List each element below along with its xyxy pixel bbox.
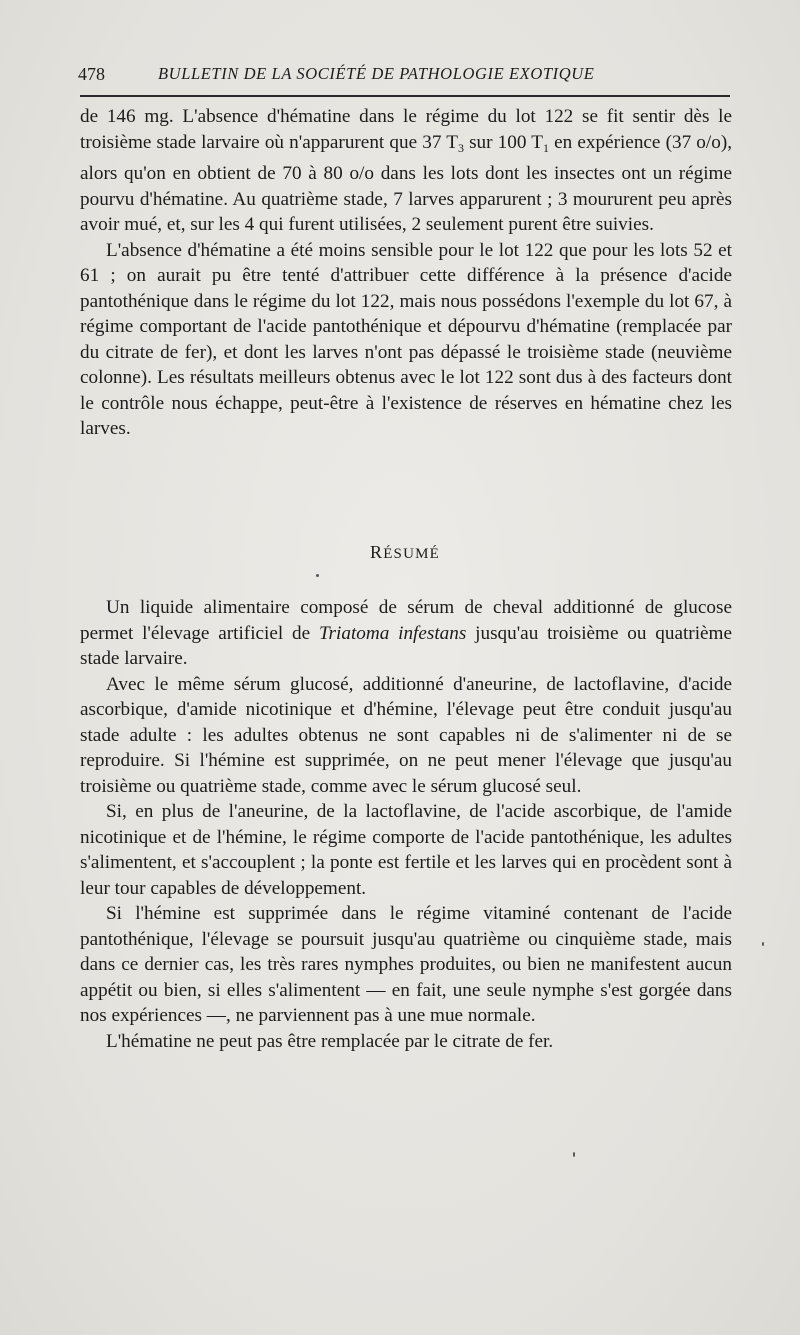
- paragraph: L'absence d'hématine a été moins sensible pour le lot 122 que pour les lots 52 et 61 ; on aurait pu être tenté d'attribuer cette différence à la présence d'acide pantothénique dans le régime du lot 122, mais nous possédons l'exemple du lot 67, à régime comportant de l'acide pantothénique et dépourvu d'hématine (remplacée par du citrate de fer), et dont les larves n'ont pas dépassé le troisième stade (neuvième colonne). Les résultats meilleurs obtenus avec le lot 122 sont dus à des facteurs dont le contrôle nous échappe, peut-être à l'existence de réserves en hématine chez les larves.: [80, 239, 732, 439]
- paragraph: [80, 595, 732, 672]
- species-name: Triatoma infestans: [318, 622, 467, 644]
- subscript: 1: [542, 140, 549, 155]
- subscript: 3: [457, 140, 464, 155]
- heading-initial: R: [369, 542, 384, 562]
- paragraph: Avec le même sérum glucosé, additionné d'aneurine, de lactoflavine, d'acide ascorbique, d'amide nicotinique et d'hémine, l'élevage peut être conduit jusqu'au stade adulte : les adultes obtenus ne sont capables ni de s'alimenter ni de se reproduire. Si l'hémine est supprimée, on ne peut mener l'élevage que jusqu'au troisième ou quatrième stade, comme avec le sérum glucosé seul.: [80, 673, 732, 797]
- body-text-section: [80, 104, 732, 442]
- section-heading-resume: [80, 542, 730, 563]
- paragraph: L'hématine ne peut pas être remplacée par le citrate de fer.: [106, 1030, 554, 1052]
- text-run: Un liquide alimentaire composé de sérum de cheval additionné de glucose permet l'élevage artificiel de: [80, 597, 732, 644]
- paper-speck: [573, 1152, 575, 1157]
- heading-rest: ÉSUMÉ: [383, 546, 441, 562]
- text-run: jusqu'au troisième ou quatrième stade larvaire.: [80, 622, 732, 669]
- page-number: 478: [78, 64, 105, 84]
- paragraph-continued: [80, 104, 732, 238]
- running-title: BULLETIN DE LA SOCIÉTÉ DE PATHOLOGIE EXOTIQUE: [158, 64, 595, 83]
- text-run: de 146 mg. L'absence d'hématine dans le régime du lot 122 se fit sentir dès le troisième stade larvaire où n'apparurent que 37 T: [80, 106, 732, 153]
- resume-body: [80, 595, 732, 1054]
- paragraph: Si, en plus de l'aneurine, de la lactoflavine, de l'acide ascorbique, de l'amide nicotinique et de l'hémine, le régime comporte de l'acide pantothénique, les adultes s'alimentent, et s'accouplent ; la ponte est fertile et les larves qui en procèdent sont à leur tour capables de développement.: [80, 801, 732, 899]
- text-run: sur 100 T: [463, 131, 543, 153]
- paragraph: Si l'hémine est supprimée dans le régime vitaminé contenant de l'acide pantothénique, l'élevage se poursuit jusqu'au quatrième ou cinquième stade, mais dans ce dernier cas, les très rares nymphes produites, ou bien ne manifestent aucun appétit ou bien, si elles s'alimentent — en fait, une seule nymphe s'est gorgée dans nos expériences —, ne parviennent pas à une mue normale.: [80, 903, 732, 1026]
- paper-speck: [316, 574, 319, 577]
- page-header: [78, 62, 730, 88]
- text-run: en expérience (37 o/o), alors qu'on en obtient de 70 à 80 o/o dans les lots dont les insectes ont un régime pourvu d'hématine. Au quatrième stade, 7 larves apparurent ; 3 moururent peu après avoir mué, et, sur les 4 qui furent utilisées, 2 seulement purent être suivies.: [80, 131, 733, 235]
- header-rule: [80, 95, 730, 97]
- paper-speck: [762, 942, 764, 946]
